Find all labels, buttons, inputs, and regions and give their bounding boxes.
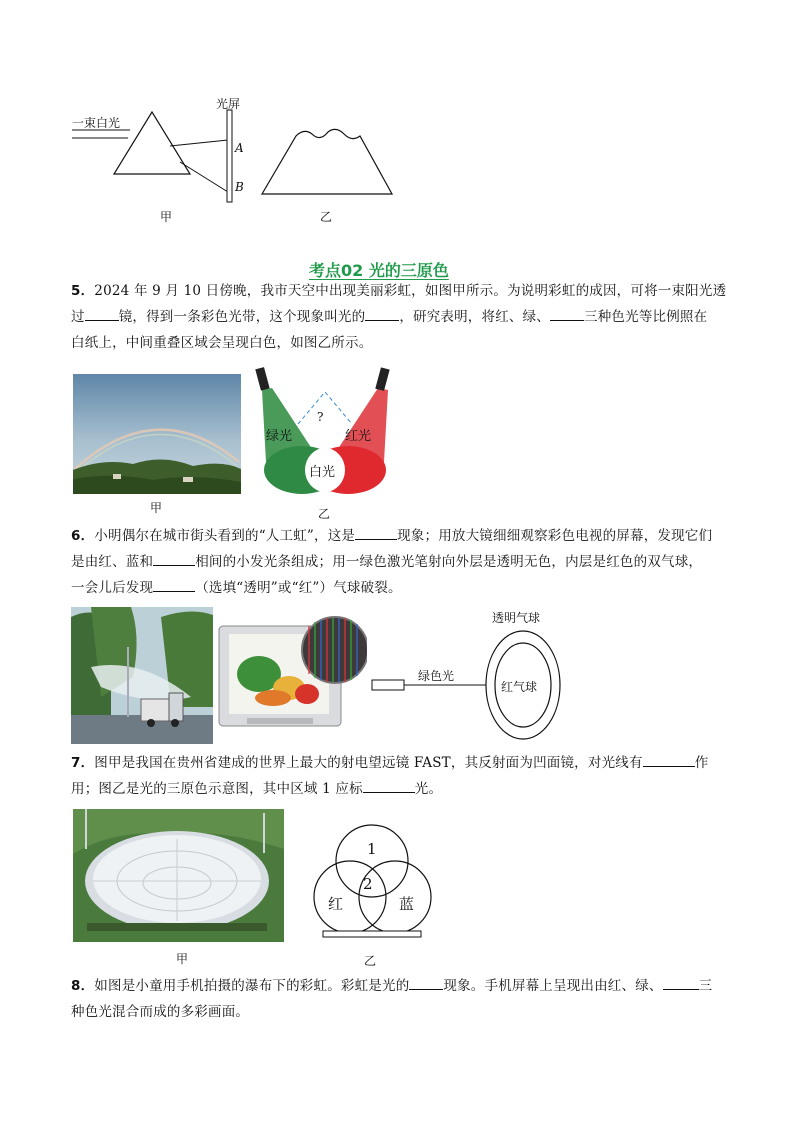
question-text: 用；图乙是光的三原色示意图，其中区域 1 应标 bbox=[71, 781, 363, 797]
question-text: 一会儿后发现 bbox=[71, 580, 154, 596]
prism-dispersion-diagram bbox=[70, 92, 400, 232]
question-mark-label: ? bbox=[317, 410, 324, 424]
question-text: ，研究表明，将红、绿、 bbox=[399, 309, 551, 325]
question-number: 7． bbox=[71, 755, 95, 771]
answer-blank[interactable] bbox=[355, 524, 397, 540]
question-text: 现象。手机屏幕上呈现出由红、绿、 bbox=[443, 978, 663, 994]
point-a-label: A bbox=[235, 141, 244, 155]
blue-label: 蓝 bbox=[399, 895, 415, 913]
figure-caption-left: 甲 bbox=[160, 210, 173, 224]
answer-blank[interactable] bbox=[85, 305, 119, 321]
red-label: 红 bbox=[328, 895, 344, 913]
question-text: 三 bbox=[698, 978, 713, 994]
question-text: 三种色光等比例照在 bbox=[584, 309, 708, 325]
question-number: 8． bbox=[71, 978, 95, 994]
section-heading: 考点02 光的三原色 bbox=[309, 261, 449, 280]
figure-caption-right: 乙 bbox=[320, 210, 333, 224]
question-text: 光。 bbox=[414, 781, 443, 797]
question-8 bbox=[71, 973, 731, 1025]
question-text: 现象；用放大镜细细观察彩色电视的屏幕，发现它们 bbox=[397, 528, 713, 544]
color-tv-photo bbox=[217, 614, 367, 732]
white-light-label: 一束白光 bbox=[72, 116, 121, 130]
answer-blank[interactable] bbox=[363, 777, 415, 793]
point-b-label: B bbox=[235, 180, 244, 194]
question-6 bbox=[71, 523, 731, 601]
question-5 bbox=[71, 278, 731, 356]
question-text: 种色光混合而成的多彩画面。 bbox=[71, 1004, 250, 1020]
answer-blank[interactable] bbox=[153, 576, 195, 592]
transparent-balloon-label: 透明气球 bbox=[492, 611, 541, 625]
rainbow-photo bbox=[73, 374, 241, 494]
question-7 bbox=[71, 750, 731, 802]
question-text: 是由红、蓝和 bbox=[71, 554, 154, 570]
figure-caption-left: 甲 bbox=[150, 501, 163, 515]
figure-caption-right: 乙 bbox=[364, 954, 377, 968]
question-text: 镜，得到一条彩色光带，这个现象叫光的 bbox=[118, 309, 366, 325]
question-number: 6． bbox=[71, 528, 95, 544]
question-number: 5． bbox=[71, 283, 95, 299]
question-text: 相间的小发光条组成；用一绿色激光笔射向外层是透明无色，内层是红色的双气球， bbox=[195, 554, 703, 570]
green-light-label: 绿光 bbox=[266, 429, 293, 444]
answer-blank[interactable] bbox=[365, 305, 399, 321]
question-text: 作 bbox=[694, 755, 709, 771]
question-text: 如图是小童用手机拍摄的瀑布下的彩虹。彩虹是光的 bbox=[94, 978, 410, 994]
artificial-rainbow-photo bbox=[71, 607, 213, 744]
green-laser-label: 绿色光 bbox=[418, 669, 455, 683]
venn-region-2-label: 2 bbox=[363, 875, 373, 893]
white-light-label: 白光 bbox=[309, 465, 336, 480]
red-balloon-label: 红气球 bbox=[501, 680, 538, 694]
answer-blank[interactable] bbox=[153, 550, 195, 566]
answer-blank[interactable] bbox=[409, 974, 443, 990]
question-text: 2024 年 9 月 10 日傍晚，我市天空中出现美丽彩虹，如图甲所示。为说明彩虹的成因，可将一束阳光透 bbox=[94, 283, 727, 299]
question-text: 小明偶尔在城市街头看到的“人工虹”，这是 bbox=[94, 528, 356, 544]
answer-blank[interactable] bbox=[663, 974, 699, 990]
question-text: 图甲是我国在贵州省建成的世界上最大的射电望远镜 FAST，其反射面为凹面镜，对光线有 bbox=[94, 755, 643, 771]
figure-caption-left: 甲 bbox=[176, 952, 189, 966]
answer-blank[interactable] bbox=[550, 305, 584, 321]
question-text: （选填“透明”或“红”）气球破裂。 bbox=[195, 580, 402, 596]
screen-label: 光屏 bbox=[216, 97, 241, 111]
answer-blank[interactable] bbox=[643, 751, 695, 767]
question-text: 过 bbox=[71, 309, 85, 325]
fast-telescope-photo bbox=[73, 809, 284, 942]
venn-region-1-label: 1 bbox=[367, 840, 377, 858]
red-light-label: 红光 bbox=[345, 429, 372, 444]
question-text: 白纸上，中间重叠区域会呈现白色，如图乙所示。 bbox=[71, 335, 373, 351]
laser-balloon-diagram bbox=[370, 628, 570, 748]
figure-caption-right: 乙 bbox=[318, 507, 331, 521]
